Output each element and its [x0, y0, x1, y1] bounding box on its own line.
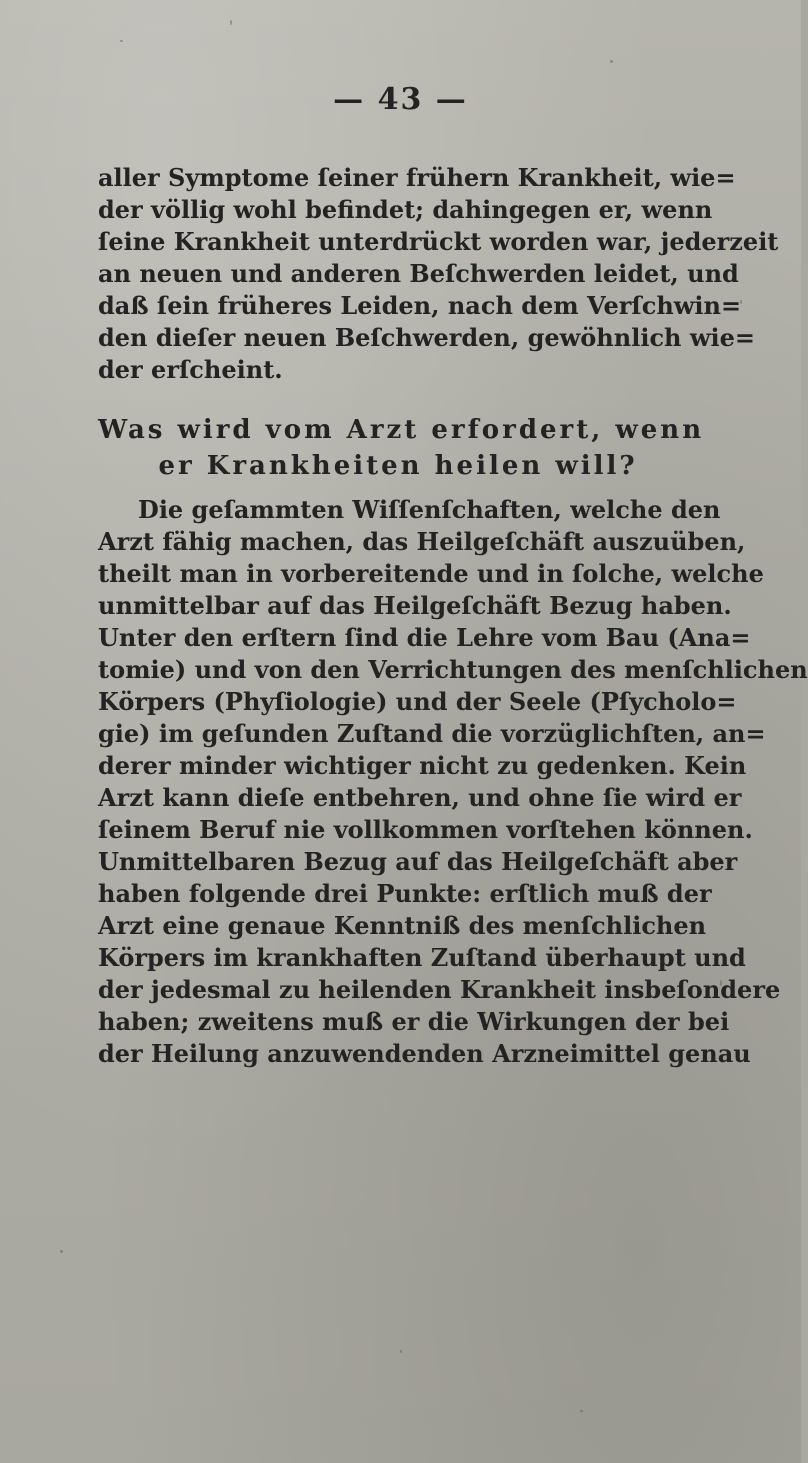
text-line: ſeine Krankheit unterdrückt worden war, jederzeit	[98, 227, 779, 256]
text-line: Unter den erſtern ſind die Lehre vom Bau (Ana=	[98, 623, 751, 652]
paper-speck	[120, 40, 123, 42]
section-heading	[98, 412, 705, 484]
paragraph-1	[98, 162, 779, 386]
text-line: Unmittelbaren Bezug auf das Heilgeſchäft aber	[98, 847, 738, 876]
heading-line: er Krankheiten heilen will?	[158, 451, 638, 481]
text-line: Arzt fähig machen, das Heilgeſchäft auszuüben,	[98, 527, 746, 556]
text-line: Körpers im krankhaften Zuſtand überhaupt und	[98, 943, 746, 972]
text-line: Die geſammten Wiſſenſchaften, welche den	[138, 495, 721, 524]
heading-line: Was wird vom Arzt erfordert, wenn	[98, 415, 705, 445]
text-line: den dieſer neuen Beſchwerden, gewöhnlich wie=	[98, 323, 756, 352]
text-line: Arzt kann dieſe entbehren, und ohne ſie wird er	[98, 783, 742, 812]
text-line: der Heilung anzuwendenden Arzneimittel genau	[98, 1039, 751, 1068]
paper-speck	[400, 1350, 402, 1353]
text-line: Arzt eine genaue Kenntniß des menſchlichen	[98, 911, 707, 940]
page-number: — 43 —	[333, 82, 468, 117]
paper-speck	[580, 1410, 583, 1412]
text-line: an neuen und anderen Beſchwerden leidet, und	[98, 259, 739, 288]
text-line: unmittelbar auf das Heilgeſchäft Bezug haben.	[98, 591, 732, 620]
text-line: ſeinem Beruf nie vollkommen vorſtehen können.	[98, 815, 753, 844]
text-line: Körpers (Phyſiologie) und der Seele (Pſycholo=	[98, 687, 737, 716]
text-line: der erſcheint.	[98, 355, 283, 384]
text-line: tomie) und von den Verrichtungen des menſchlichen	[98, 655, 808, 684]
text-line: aller Symptome ſeiner frühern Krankheit, wie=	[98, 163, 736, 192]
text-line: der völlig wohl befindet; dahingegen er, wenn	[98, 195, 713, 224]
text-line: theilt man in vorbereitende und in ſolche, welche	[98, 559, 764, 588]
text-line: derer minder wichtiger nicht zu gedenken. Kein	[98, 751, 747, 780]
text-line: haben folgende drei Punkte: erſtlich muß der	[98, 879, 712, 908]
paper-speck	[230, 20, 232, 25]
text-line: gie) im geſunden Zuſtand die vorzüglichſten, an=	[98, 719, 766, 748]
text-block	[98, 162, 808, 1070]
text-line: daß ſein früheres Leiden, nach dem Verſchwin=	[98, 291, 742, 320]
paper-speck	[60, 1250, 63, 1253]
paragraph-2	[98, 494, 808, 1070]
text-line: der jedesmal zu heilenden Krankheit insbeſondere	[98, 975, 781, 1004]
text-line: haben; zweitens muß er die Wirkungen der bei	[98, 1007, 730, 1036]
paper-speck	[610, 60, 613, 63]
